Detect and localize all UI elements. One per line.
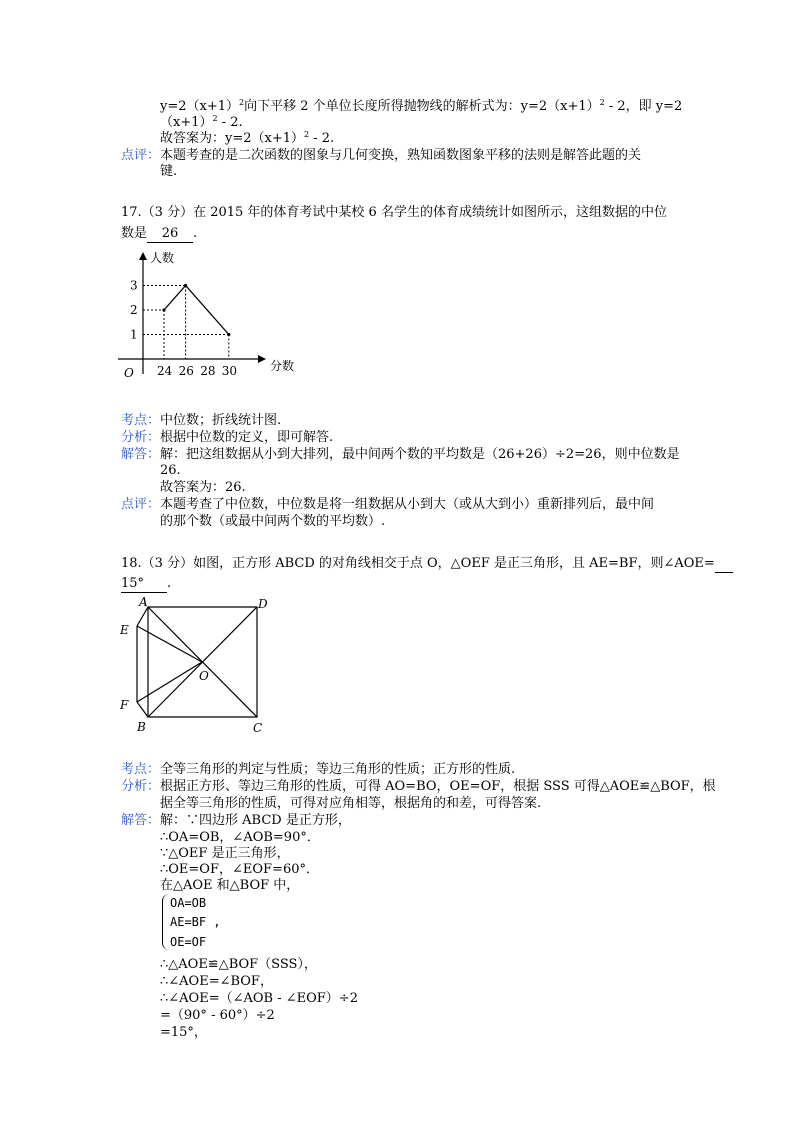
chart-axes <box>118 250 294 380</box>
solution-step: ∴OE=OF，∠EOF=60°． <box>160 862 319 877</box>
solution-step: ∴OA=OB，∠AOB=90°． <box>160 830 320 845</box>
solution-step: 解：∵四边形 ABCD 是正方形， <box>160 813 351 828</box>
superscript: 2 <box>599 98 605 107</box>
q16-comment-1: 本题考查的是二次函数的图象与几何变换，熟知函数图象平移的法则是解答此题的关 <box>160 148 642 163</box>
q16-line1-b: 向下平移 2 个单位长度所得抛物线的解析式为：y=2（x+1） <box>244 99 600 114</box>
q17-answer-blank: 26 <box>147 226 193 243</box>
q16-comment-tag: 点评： <box>121 148 161 163</box>
q18-kaodian-tag: 考点： <box>121 762 161 777</box>
q18-stem-2 <box>121 576 171 593</box>
q16-answer-b: - 2. <box>309 131 335 146</box>
q16-line2-b: - 2. <box>217 115 243 130</box>
q16-line2-a: （x+1） <box>160 115 213 130</box>
chart-series <box>162 284 230 336</box>
q18-square-figure <box>115 595 285 745</box>
q17-kaodian: 中位数；折线统计图. <box>160 413 282 428</box>
chart-guides <box>143 286 229 360</box>
solution-step: ∴△AOE≌△BOF（SSS）， <box>160 957 317 972</box>
q17-jieda-tag: 解答： <box>121 447 161 462</box>
label-c: C <box>253 721 263 735</box>
y-tick-label: 2 <box>130 303 138 317</box>
q17-fenxi-tag: 分析： <box>121 430 161 445</box>
solution-step: ∴∠AOE=（∠AOB - ∠EOF）÷2 <box>160 991 358 1006</box>
q16-line1-c: - 2，即 y=2 <box>604 99 683 114</box>
q17-stem-2b: . <box>193 226 198 241</box>
q16-answer <box>160 131 334 147</box>
q18-stem-1 <box>121 556 733 573</box>
q18-fenxi-tag: 分析： <box>121 779 161 794</box>
superscript: 2 <box>212 114 218 123</box>
brace-item: OE=OF <box>170 935 207 949</box>
x-axis-arrow <box>258 355 266 363</box>
q17-kaodian-tag: 考点： <box>121 413 161 428</box>
segment-ae <box>137 607 148 626</box>
q18-jieda-tag: 解答： <box>121 813 161 828</box>
system-brace <box>162 894 169 950</box>
x-tick-label: 26 <box>178 364 194 378</box>
q17-line-chart <box>110 244 310 384</box>
series-line <box>164 286 229 335</box>
label-b: B <box>137 720 146 734</box>
superscript: 2 <box>304 130 310 139</box>
x-tick-label: 30 <box>221 364 238 378</box>
q17-dianping-tag: 点评： <box>121 497 161 512</box>
q17-fenxi: 根据中位数的定义，即可解答. <box>160 430 334 445</box>
q16-answer-a: 故答案为：y=2（x+1） <box>160 131 305 146</box>
label-e: E <box>120 623 129 637</box>
label-a: A <box>139 595 148 609</box>
q18-fenxi-2: 据全等三角形的性质，可得对应角相等，根据角的和差，可得答案. <box>160 796 542 811</box>
q18-answer-blank: 15° <box>121 576 167 593</box>
y-axis-arrow <box>139 252 147 260</box>
data-point <box>162 308 165 311</box>
q17-dianping-1: 本题考查了中位数，中位数是将一组数据从小到大（或从大到小）重新排列后，最中间 <box>160 497 655 512</box>
superscript: 2 <box>239 98 245 107</box>
q18-stem-1-text: 18.（3 分）如图，正方形 ABCD 的对角线相交于点 O，△OEF 是正三角形，且 AE=BF，则∠AOE= <box>121 556 715 571</box>
solution-step: ∴∠AOE=∠BOF， <box>160 974 273 989</box>
q17-stem-2 <box>121 226 197 243</box>
data-point <box>227 333 230 336</box>
x-axis-label: 分数 <box>270 359 295 373</box>
q16-line2 <box>160 115 243 131</box>
q17-stem-2a: 数是 <box>121 226 148 241</box>
q16-line1-a: y=2（x+1） <box>160 99 240 114</box>
solution-step: 在△AOE 和△BOF 中， <box>160 878 300 893</box>
x-tick-label: 24 <box>157 364 173 378</box>
segment-fb <box>137 702 148 717</box>
q16-comment-2: 键. <box>160 164 178 179</box>
q18-blank-lead <box>715 556 733 573</box>
q17-dianping-2: 的那个数（或最中间两个数的平均数）. <box>160 514 386 529</box>
q18-kaodian: 全等三角形的判定与性质；等边三角形的性质；正方形的性质. <box>160 762 516 777</box>
q16-line1 <box>160 99 682 115</box>
brace-item: OA=OB <box>170 896 207 910</box>
solution-step: =（90° - 60°）÷2 <box>160 1008 275 1023</box>
q17-stem-1: 17.（3 分）在 2015 年的体育考试中某校 6 名学生的体育成绩统计如图所示，这组数据的中位 <box>121 205 667 220</box>
q17-jieda-1: 解：把这组数据从小到大排列，最中间两个数的平均数是（26+26）÷2=26，则中位数是 <box>160 447 680 462</box>
label-f: F <box>120 698 129 712</box>
segment-eo <box>137 626 202 662</box>
y-tick-label: 3 <box>130 278 138 293</box>
origin-label: O <box>124 366 134 380</box>
label-o: O <box>199 669 209 683</box>
y-tick-label: 1 <box>130 327 138 342</box>
q18-fenxi-1: 根据正方形、等边三角形的性质，可得 AO=BO，OE=OF，根据 SSS 可得△AOE≌△BOF，根 <box>160 779 716 794</box>
solution-step: =15°， <box>160 1025 207 1040</box>
solution-step: ∵△OEF 是正三角形， <box>160 846 290 861</box>
label-d: D <box>258 597 268 611</box>
x-tick-label: 28 <box>200 364 216 378</box>
y-axis-label: 人数 <box>150 251 175 265</box>
brace-item: AE=BF , <box>170 915 221 929</box>
q17-jieda-3: 故答案为：26. <box>160 480 246 495</box>
chart-ticks <box>130 279 237 379</box>
data-point <box>184 284 187 287</box>
q18-stem-2b: . <box>167 576 172 591</box>
q17-jieda-2: 26. <box>160 463 181 478</box>
